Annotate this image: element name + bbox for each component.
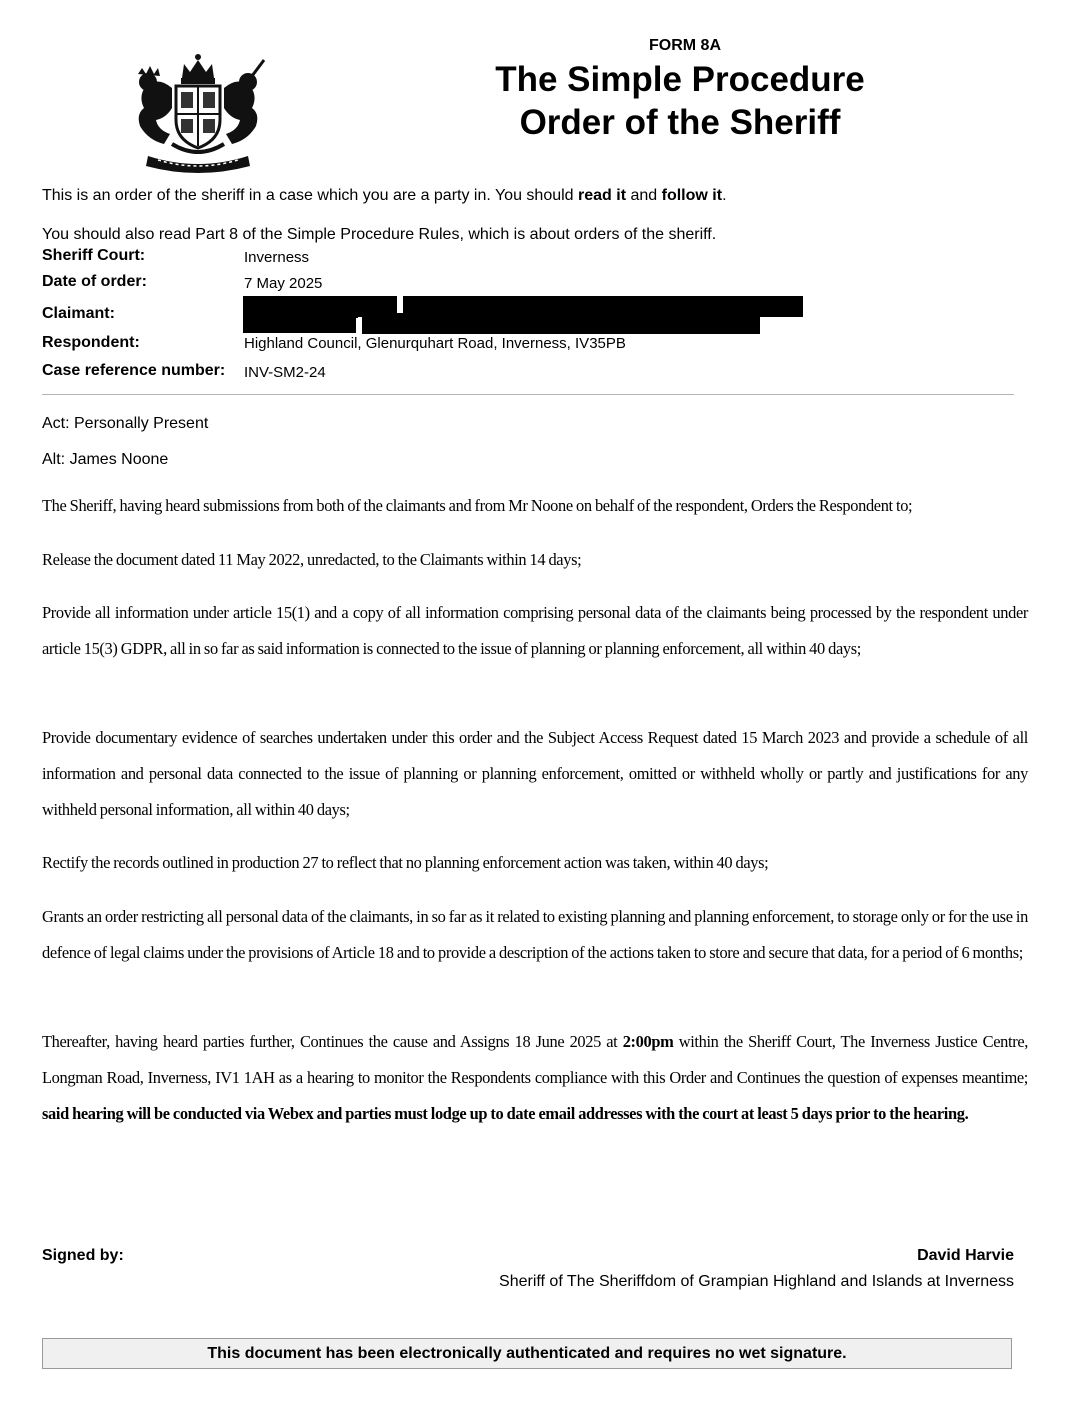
respondent-value: Highland Council, Glenurquhart Road, Inverness, IV35PB xyxy=(244,335,626,352)
sheriff-court-label: Sheriff Court: xyxy=(42,247,146,264)
intro-rules-note: You should also read Part 8 of the Simple Procedure Rules, which is about orders of the sheriff. xyxy=(42,226,717,243)
act-appearance: Act: Personally Present xyxy=(42,415,209,432)
case-reference-label: Case reference number: xyxy=(42,362,226,379)
page-title-line1: The Simple Procedure xyxy=(495,60,865,99)
order-paragraph-3: Provide all information under article 15(1) and a copy of all information comprising personal data of the claimants being processed by the respondent under article 15(3) GDPR, all in so far as said information is connected to the issue of planning or planning enforcement, all within 40 days; xyxy=(42,603,1028,658)
order-paragraph-7: Thereafter, having heard parties further, Continues the cause and Assigns 18 June 2025 at 2:00pm within the Sheriff Court, The Inverness Justice Centre, Longman Road, Inverness, IV1 1AH as a hearing to monitor the Respondents compliance with this Order and Continues the question of expenses meantime; said hearing will be conducted via Webex and parties must lodge up to date email addresses with the court at least 5 days prior to the hearing. xyxy=(42,1032,1028,1123)
signed-by-label: Signed by: xyxy=(42,1247,124,1264)
form-label: FORM 8A xyxy=(649,37,721,54)
claimant-label: Claimant: xyxy=(42,305,115,322)
hearing-notice: said hearing will be conducted via Webex and parties must lodge up to date email addresses with the court at least 5 days prior to the hearing. xyxy=(42,1104,969,1123)
page-title-line2: Order of the Sheriff xyxy=(519,103,841,142)
intro-instruction: This is an order of the sheriff in a case which you are a party in. You should read it and follow it. xyxy=(42,187,727,204)
order-paragraph-6: Grants an order restricting all personal data of the claimants, in so far as it related to existing planning and planning enforcement, to storage only or for the use in defence of legal claims under the provisions of Article 18 and to provide a description of the actions taken to store and secure that data, for a period of 6 months; xyxy=(42,907,1028,962)
royal-coat-of-arms-crest-icon xyxy=(118,48,278,178)
order-paragraph-1: The Sheriff, having heard submissions from both of the claimants and from Mr Noone on behalf of the respondent, Orders the Respondent to; xyxy=(42,496,913,515)
authentication-notice: This document has been electronically authenticated and requires no wet signature. xyxy=(42,1338,1012,1369)
alt-appearance: Alt: James Noone xyxy=(42,451,169,468)
section-divider xyxy=(42,394,1014,395)
date-of-order-label: Date of order: xyxy=(42,273,147,290)
case-reference-value: INV-SM2-24 xyxy=(244,364,326,381)
signatory-title: Sheriff of The Sheriffdom of Grampian Highland and Islands at Inverness xyxy=(499,1273,1014,1290)
order-paragraph-5: Rectify the records outlined in production 27 to reflect that no planning enforcement action was taken, within 40 days; xyxy=(42,853,769,872)
date-of-order-value: 7 May 2025 xyxy=(244,275,323,292)
order-paragraph-2: Release the document dated 11 May 2022, unredacted, to the Claimants within 14 days; xyxy=(42,550,582,569)
sheriff-court-value: Inverness xyxy=(244,249,310,266)
signatory-name: David Harvie xyxy=(917,1247,1014,1264)
hearing-time: 2:00pm xyxy=(622,1032,674,1051)
respondent-label: Respondent: xyxy=(42,334,140,351)
order-paragraph-4: Provide documentary evidence of searches undertaken under this order and the Subject Access Request dated 15 March 2023 and provide a schedule of all information and personal data connected to the issue of planning or planning enforcement, omitted or withheld wholly or partly and justifications for any withheld personal information, all within 40 days; xyxy=(42,728,1028,819)
